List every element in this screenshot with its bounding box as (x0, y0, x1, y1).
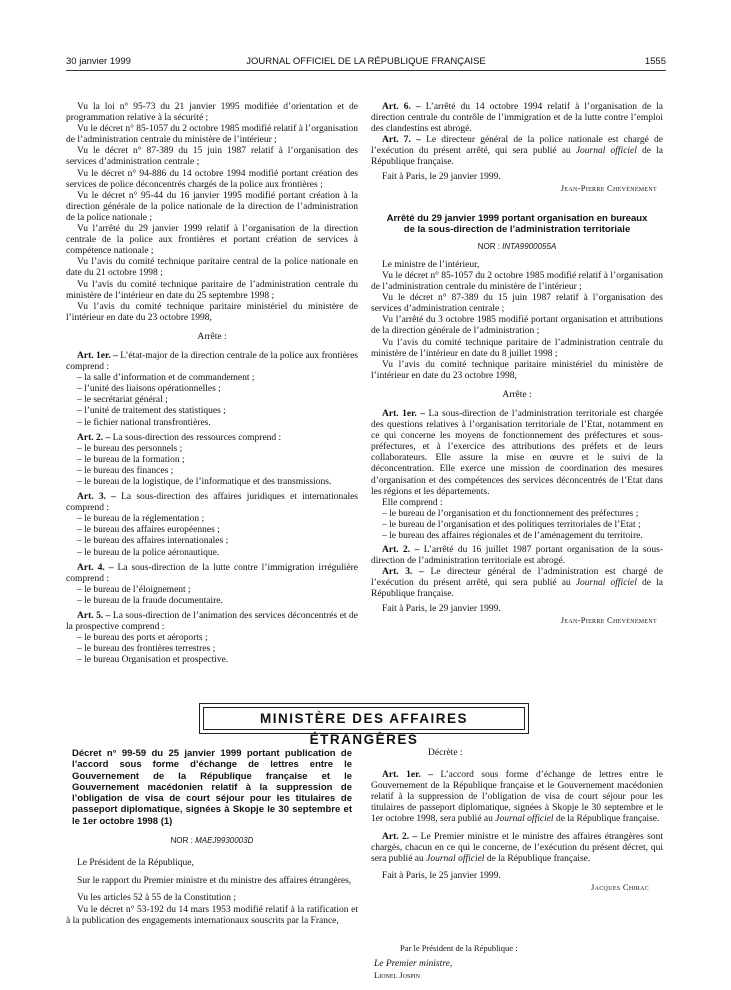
list-item: – le bureau de la logistique, de l’informatique et des transmissions. (77, 477, 332, 487)
header-date: 30 janvier 1999 (66, 56, 131, 67)
decret-right-column (371, 748, 663, 893)
pm-name: Lionel Jospin (374, 970, 420, 980)
header-journal-title: JOURNAL OFFICIEL DE LA RÉPUBLIQUE FRANÇAISE (246, 56, 486, 67)
visa: Sur le rapport du Premier ministre et du ministre des affaires étrangères, (77, 875, 352, 886)
elle-comprend: Elle comprend : (382, 497, 443, 508)
article-label: Art. 7. – (382, 135, 421, 146)
pm-title: Le Premier ministre, (374, 959, 453, 969)
signature: Jacques Chirac (591, 881, 649, 892)
article-label: Art. 1er. – (382, 770, 434, 781)
fait-a-paris: Fait à Paris, le 29 janvier 1999. (382, 603, 501, 614)
article-label: Art. 2. – (382, 545, 420, 556)
visa: Vu le décret n° 53-192 du 14 mars 1953 modifié relatif à la ratification et à la publication des engagements internationaux souscrits par la France, (66, 904, 358, 927)
visa: Vu l’avis du comité technique paritaire ministériel du ministère de l’intérieur en date du 23 octobre 1998, (371, 359, 663, 381)
list-item: – le bureau des frontières terrestres ; (77, 644, 216, 655)
fait-a-paris: Fait à Paris, le 29 janvier 1999. (382, 171, 501, 182)
visa: Vu le décret n° 85-1057 du 2 octobre 1985 modifié relatif à l’organisation de l’administration centrale du ministère de l’intérieur ; (66, 124, 358, 146)
par-le-president: Par le Président de la République : (400, 943, 518, 953)
list-item: – le bureau des affaires européennes ; (77, 525, 220, 536)
visa: Vu le décret n° 87-389 du 15 juin 1987 relatif à l’organisation des services d’administration centrale ; (66, 146, 358, 168)
article-label: Art. 1er. – (382, 408, 426, 419)
header-rule (66, 70, 666, 71)
signature: Jean-Pierre Chevènement (560, 614, 657, 625)
list-item: – le bureau des affaires internationales ; (77, 536, 229, 547)
article-1: Art. 1er. – L’accord sous forme d’échange de lettres entre le Gouvernement de la République française et le Gouvernement macédonien relatif à la suppression de l’obligation de visa de court séjour pour les titulaires de passeport diplomatique, signées à Skopje le 30 septembre et le 1er octobre 1998, sera publié au Journal officiel de la République française. (371, 770, 663, 825)
visa: Vu l’avis du comité technique paritaire de l’administration centrale du ministère de l’intérieur en date du 8 juillet 1998 ; (371, 337, 663, 359)
article-label: Art. 2. – (77, 432, 111, 443)
list-item: – le bureau de l’éloignement ; (77, 584, 191, 595)
visa: Vu le décret n° 94-886 du 14 octobre 1994 modifié portant création des services de police déconcentrés chargés de la police aux frontières ; (66, 168, 358, 190)
list-item: – la salle d’information et de commandement ; (77, 373, 255, 384)
article-2: Art. 2. – Le Premier ministre et le ministre des affaires étrangères sont chargés, chacun en ce qui le concerne, de l’exécution du présent décret, qui sera publié au Journal officiel de la République française. (371, 831, 663, 864)
left-column (66, 102, 358, 667)
article-6: Art. 6. – L’arrêté du 14 octobre 1994 relatif à l’organisation de la direction centrale du contrôle de l’immigration et de la lutte contre l’emploi des clandestins est abrogé. (371, 102, 663, 135)
visa: Vu le décret n° 85-1057 du 2 octobre 1985 modifié relatif à l’organisation de l’administration centrale du ministère de l’intérieur ; (371, 270, 663, 293)
list-item: – le fichier national transfrontières. (77, 417, 211, 428)
visa: Vu la loi n° 95-73 du 21 janvier 1995 modifiée d’orientation et de programmation relative à la sécurité ; (66, 102, 358, 124)
article-3: Art. 3. – Le directeur général de l’administration est chargé de l’exécution du présent arrêté, qui sera publié au Journal officiel de la République française. (371, 567, 663, 600)
list-item: – le bureau des affaires régionales et de l’aménagement du territoire. (382, 531, 643, 541)
article-label: Art. 2. – (382, 831, 418, 842)
article-3: Art. 3. – La sous-direction des affaires juridiques et internationales comprend : (66, 492, 358, 514)
page-header (66, 56, 666, 68)
article-label: Art. 4. – (77, 562, 114, 573)
visa: Vu l’avis du comité technique paritaire ministériel du ministère de l’intérieur en date du 23 octobre 1998, (66, 301, 358, 323)
fait-a-paris: Fait à Paris, le 25 janvier 1999. (382, 870, 501, 881)
article-2: Art. 2. – L’arrêté du 16 juillet 1987 portant organisation de la sous-direction de l’administration territoriale est abrogé. (371, 545, 663, 567)
list-item: – le bureau de la formation ; (77, 454, 185, 465)
ministry-banner (199, 703, 529, 747)
nor-reference: NOR : MAEJ9930003D (170, 836, 254, 846)
list-item: – le bureau de la réglementation ; (77, 514, 205, 525)
visa: Vu l’arrêté du 29 janvier 1999 relatif à l’organisation de la direction centrale de la police aux frontières et portant création de services à compétence nationale ; (66, 224, 358, 257)
article-7: Art. 7. – Le directeur général de la police nationale est chargé de l’exécution du présent arrêté, qui sera publié au Journal officiel de la République française. (371, 135, 663, 168)
visa: Vu l’avis du comité technique paritaire de l’administration centrale du ministère de l’intérieur en date du 25 septembre 1998 ; (66, 279, 358, 301)
list-item: – l’unité des liaisons opérationnelles ; (77, 384, 221, 395)
countersignature (370, 943, 570, 981)
nor-reference: NOR : INTA9900055A (477, 241, 557, 251)
president: Le Président de la République, (77, 858, 194, 869)
list-item: – le bureau de l’organisation et des politiques territoriales de l’Etat ; (382, 519, 641, 530)
list-item: – le bureau des personnels ; (77, 443, 183, 454)
visa: Vu l’avis du comité technique paritaire central de la police nationale en date du 21 octobre 1998 ; (66, 257, 358, 279)
arrete-label: Arrête : (197, 331, 227, 342)
list-item: – le bureau Organisation et prospective. (77, 655, 229, 666)
list-item: – le bureau des finances ; (77, 465, 174, 476)
list-item: – le bureau de la fraude documentaire. (77, 595, 223, 606)
arrete-title: Arrêté du 29 janvier 1999 portant organisation en bureaux de la sous-direction de l’administration territoriale (386, 212, 648, 235)
article-1: Art. 1er. – L’état-major de la direction centrale de la police aux frontières comprend : (66, 350, 358, 373)
visa: Vu le décret n° 95-44 du 16 janvier 1995 modifié portant création à la direction générale de la police nationale de la direction de l’administration de la police nationale ; (66, 190, 358, 223)
article-label: Art. 5. – (77, 611, 111, 622)
visa: Vu le décret n° 87-389 du 15 juin 1987 relatif à l’organisation des services d’administration centrale ; (371, 293, 663, 315)
list-item: – le bureau de l’organisation et du fonctionnement des préfectures ; (382, 508, 639, 519)
article-label: Art. 3. – (382, 567, 424, 578)
list-item: – l’unité de traitement des statistiques ; (77, 406, 226, 417)
right-column (371, 102, 663, 626)
article-label: Art. 1er. – (77, 350, 118, 361)
arrete-label: Arrête : (502, 389, 532, 400)
signature: Jean-Pierre Chevènement (560, 182, 657, 193)
minister: Le ministre de l’intérieur, (382, 259, 480, 270)
article-1: Art. 1er. – La sous-direction de l’administration territoriale est chargée des questions relatives à l’organisation territoriale de l’Etat, notamment en ce qui concerne les moyens de fonctionnement des préfectures et sous-préfectures, et à l’exercice des attributions des préfets et de leurs collaborateurs. Elle assure la mise en œuvre et le suivi de la déconcentration. Elle exerce une mission de coordination des mesures d’organisation et des compétences des services déconcentrés de l’Etat dans les régions et les départements. (371, 408, 663, 497)
header-page-number: 1555 (644, 56, 666, 67)
article-label: Art. 6. – (382, 102, 421, 112)
article-5: Art. 5. – La sous-direction de l’animation des services déconcentrés et de la prospective comprend : (66, 611, 358, 633)
article-2: Art. 2. – La sous-direction des ressources comprend : (77, 432, 282, 443)
visa: Vu les articles 52 à 55 de la Constitution ; (77, 893, 237, 904)
ministry-title: MINISTÈRE DES AFFAIRES ÉTRANGÈRES (203, 707, 525, 730)
decret-left-column (66, 748, 358, 928)
list-item: – le bureau des ports et aéroports ; (77, 633, 208, 644)
article-4: Art. 4. – La sous-direction de la lutte contre l’immigration irrégulière comprend : (66, 562, 358, 584)
decrete-label: Décrète : (428, 748, 463, 758)
decret-title: Décret n° 99-59 du 25 janvier 1999 portant publication de l’accord sous forme d’échange de lettres entre le Gouvernement de la République française et le Gouvernement macédonien relatif à la suppression de l’obligation de visa de court séjour pour les titulaires de passeport diplomatique, signées à Skopje le 30 septembre et le 1er octobre 1998 (1) (72, 748, 352, 827)
visa: Vu l’arrêté du 3 octobre 1985 modifié portant organisation et attributions de la direction générale de l’administration ; (371, 315, 663, 337)
article-label: Art. 3. – (77, 492, 116, 503)
list-item: – le bureau de la police aéronautique. (77, 547, 220, 558)
list-item: – le secrétariat général ; (77, 395, 168, 406)
